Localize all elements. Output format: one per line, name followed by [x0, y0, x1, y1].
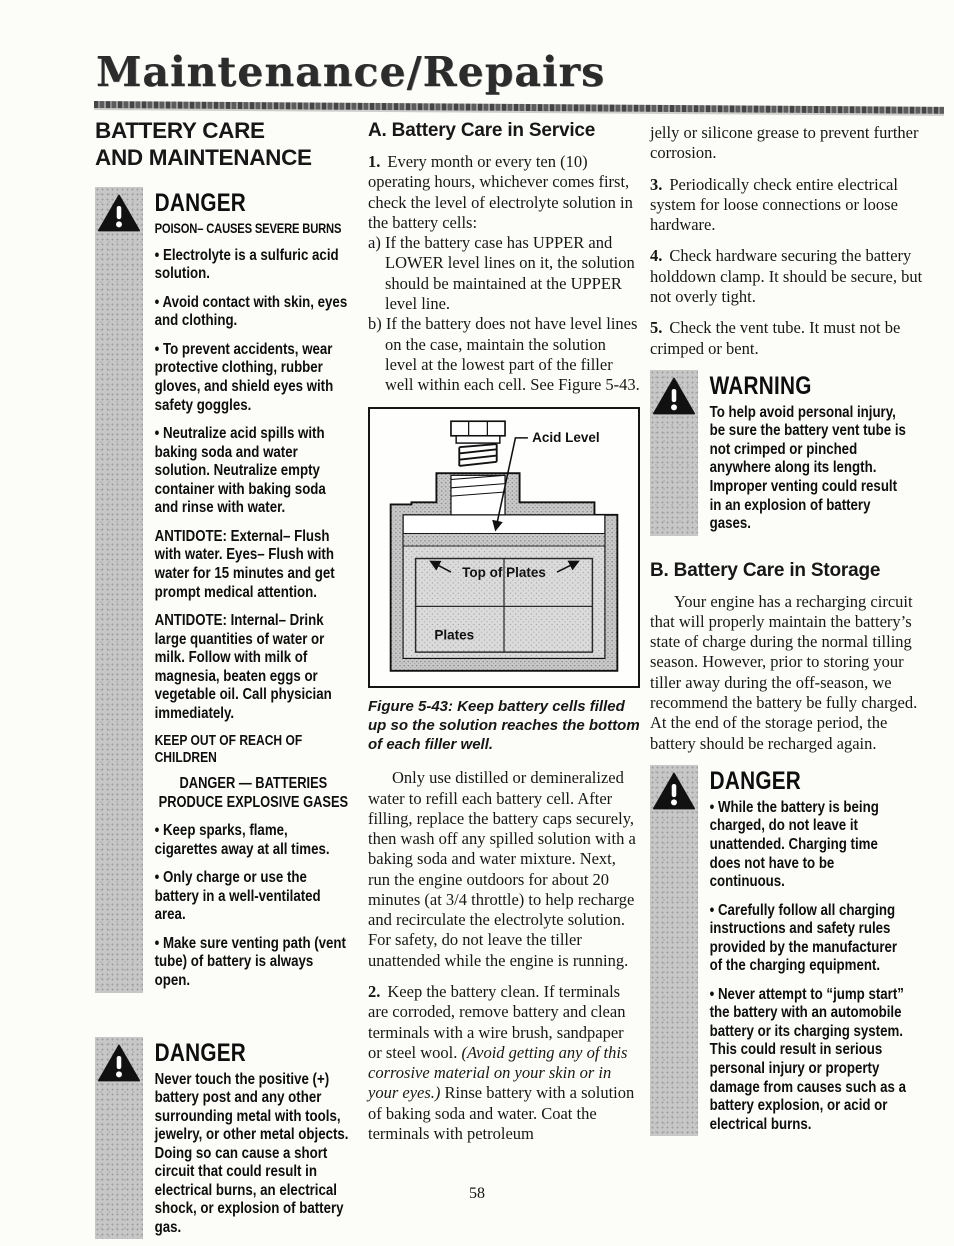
- acid-level-label: Acid Level: [532, 430, 600, 446]
- danger-bullet: • While the battery is being charged, do not leave it unattended. Charging time does not have to be continuous.: [709, 798, 879, 891]
- figure-caption: Figure 5-43: Keep battery cells filled up so the solution reaches the bottom of each filler well.: [368, 698, 640, 753]
- battery-cap: [451, 422, 505, 467]
- step-number: 3.: [650, 174, 663, 194]
- section-title-line2: AND MAINTENANCE: [95, 144, 312, 170]
- continued-paragraph: jelly or silicone grease to prevent further corrosion.: [650, 123, 919, 163]
- top-of-plates-label: Top of Plates: [462, 565, 546, 581]
- step-number: 2.: [368, 982, 381, 1002]
- danger-body: Never touch the positive (+) battery post and any other surrounding metal with tools, jewelry, or other metal objects. Doing so can cause a short circuit that could result in electrical burns, an electrical shock, or explosion of battery gas.: [154, 1070, 349, 1236]
- danger-heading: DANGER: [154, 189, 247, 218]
- section-b-title: B. Battery Care in Storage: [650, 559, 881, 581]
- figure-5-43: [368, 407, 640, 688]
- section-title-battery-care: [95, 118, 357, 171]
- danger-bullet: • To prevent accidents, wear protective clothing, rubber gloves, and shield eyes with safety goggles.: [154, 340, 334, 414]
- page-title: Maintenance/Repairs: [96, 48, 606, 96]
- warning-stripe: [650, 765, 698, 1136]
- danger-subheading: POISON– CAUSES SEVERE BURNS: [154, 221, 342, 237]
- keep-out-notice: KEEP OUT OF REACH OF CHILDREN: [154, 733, 303, 767]
- danger-bullet: • Electrolyte is a sulfuric acid solution.: [154, 246, 339, 283]
- step-text: Check the vent tube. It must not be crimped or bent.: [650, 318, 901, 358]
- step-1b: b) If the battery does not have level lines on the case, maintain the solution level at the lowest part of the filler well within each cell. See Figure 5-43.: [368, 314, 640, 395]
- warning-heading: WARNING: [709, 371, 812, 400]
- explosive-heading-line2: PRODUCE EXPLOSIVE GASES: [158, 793, 349, 811]
- step-italic-note: (Avoid getting any of this corrosive material on your skin or in your eyes.): [368, 1042, 628, 1103]
- danger-box-charging: [650, 765, 936, 1136]
- danger-heading: DANGER: [154, 1038, 247, 1067]
- warning-stripe: [95, 187, 143, 992]
- danger-bullet: • Keep sparks, flame, cigarettes away at all times.: [154, 822, 330, 858]
- warning-triangle-icon: [653, 772, 695, 815]
- antidote-external: ANTIDOTE: External– Flush with water. Eyes– Flush with water for 15 minutes and get prompt medical attention.: [154, 527, 335, 601]
- warning-body: To help avoid personal injury, be sure the battery vent tube is not crimped or pinched anywhere along its length. Improper venting could result in an explosion of battery gases.: [709, 403, 906, 533]
- right-column: [650, 123, 936, 1136]
- section-title-line1: BATTERY CARE: [95, 118, 265, 143]
- warning-triangle-icon: [653, 377, 695, 420]
- step-text: Keep the battery clean. If terminals are corroded, remove battery and clean terminals with a wire brush, sandpaper or steel wool.: [368, 982, 626, 1062]
- danger-box-short-circuit: [95, 1037, 357, 1240]
- danger-bullet: • Never attempt to “jump start” the battery with an automobile battery or its charging system. This could result in serious personal injury or property damage from causes such as a battery explosion, or acid or electrical burns.: [709, 985, 906, 1133]
- step-number: 4.: [650, 246, 663, 266]
- left-column: [95, 118, 357, 1239]
- step-1a: a) If the battery case has UPPER and LOWER level lines on it, the solution should be maintained at the UPPER level line.: [368, 233, 635, 313]
- step-text: Check hardware securing the battery holddown clamp. It should be secure, but not overly tight.: [650, 246, 923, 306]
- warning-triangle-icon: [98, 194, 140, 237]
- danger-bullet: • Avoid contact with skin, eyes and clothing.: [154, 293, 348, 330]
- middle-column: [368, 120, 640, 1155]
- step-5: [650, 318, 936, 359]
- step-number: 1.: [368, 152, 381, 171]
- danger-box-poison: [95, 187, 357, 992]
- step-text: Every month or every ten (10) operating hours, whichever comes first, check the level of electrolyte solution in the battery cells:: [368, 152, 633, 232]
- step-2: [368, 982, 640, 1144]
- step-1: [368, 152, 640, 233]
- section-a-title: A. Battery Care in Service: [368, 120, 596, 141]
- refill-paragraph: Only use distilled or demineralized water to refill each battery cell. After filling, replace the battery caps securely, then wash off any spilled solution with a baking soda and water mixture. Next, run the engine outdoors for about 20 minutes (at 3/4 throttle) to help recharge and recirculate the electrolyte solution. For safety, do not leave the tiller unattended while the engine is running.: [368, 768, 636, 970]
- danger-bullet: • Make sure venting path (vent tube) of battery is always open.: [154, 934, 346, 989]
- step-4: [650, 246, 936, 307]
- explosive-heading-line1: DANGER — BATTERIES: [179, 774, 328, 792]
- battery-diagram: [374, 415, 634, 677]
- header-rule: [94, 101, 944, 114]
- danger-heading: DANGER: [709, 766, 802, 795]
- warning-stripe: [95, 1037, 143, 1240]
- warning-triangle-icon: [98, 1044, 140, 1087]
- danger-bullet: • Only charge or use the battery in a well-ventilated area.: [154, 869, 321, 924]
- step-3: [650, 175, 936, 236]
- danger-bullet: • Neutralize acid spills with baking soda and water solution. Neutralize empty container with baking soda and rinse with water.: [154, 425, 326, 517]
- warning-box-vent-tube: [650, 370, 936, 536]
- danger-bullet: • Carefully follow all charging instructions and safety rules provided by the manufacturer of the charging equipment.: [709, 901, 898, 975]
- storage-paragraph: Your engine has a recharging circuit that will properly maintain the battery’s state of charge during the normal tilling season. However, prior to storing your tiller away during the off-season, we recommend the battery be fully charged. At the end of the storage period, the battery should be recharged again.: [650, 591, 918, 753]
- page-number: 58: [469, 1185, 485, 1202]
- step-text: Periodically check entire electrical system for loose connections or loose hardware.: [650, 174, 898, 235]
- step-number: 5.: [650, 318, 663, 338]
- explosive-gases-heading: [155, 775, 353, 812]
- step-text: Rinse battery with a solution of baking soda and water. Coat the terminals with petroleum: [368, 1083, 635, 1144]
- warning-stripe: [650, 370, 698, 536]
- antidote-internal: ANTIDOTE: Internal– Drink large quantities of water or milk. Follow with milk of magnesia, beaten eggs or vegetable oil. Call physician immediately.: [154, 612, 332, 722]
- plates-label: Plates: [434, 628, 475, 644]
